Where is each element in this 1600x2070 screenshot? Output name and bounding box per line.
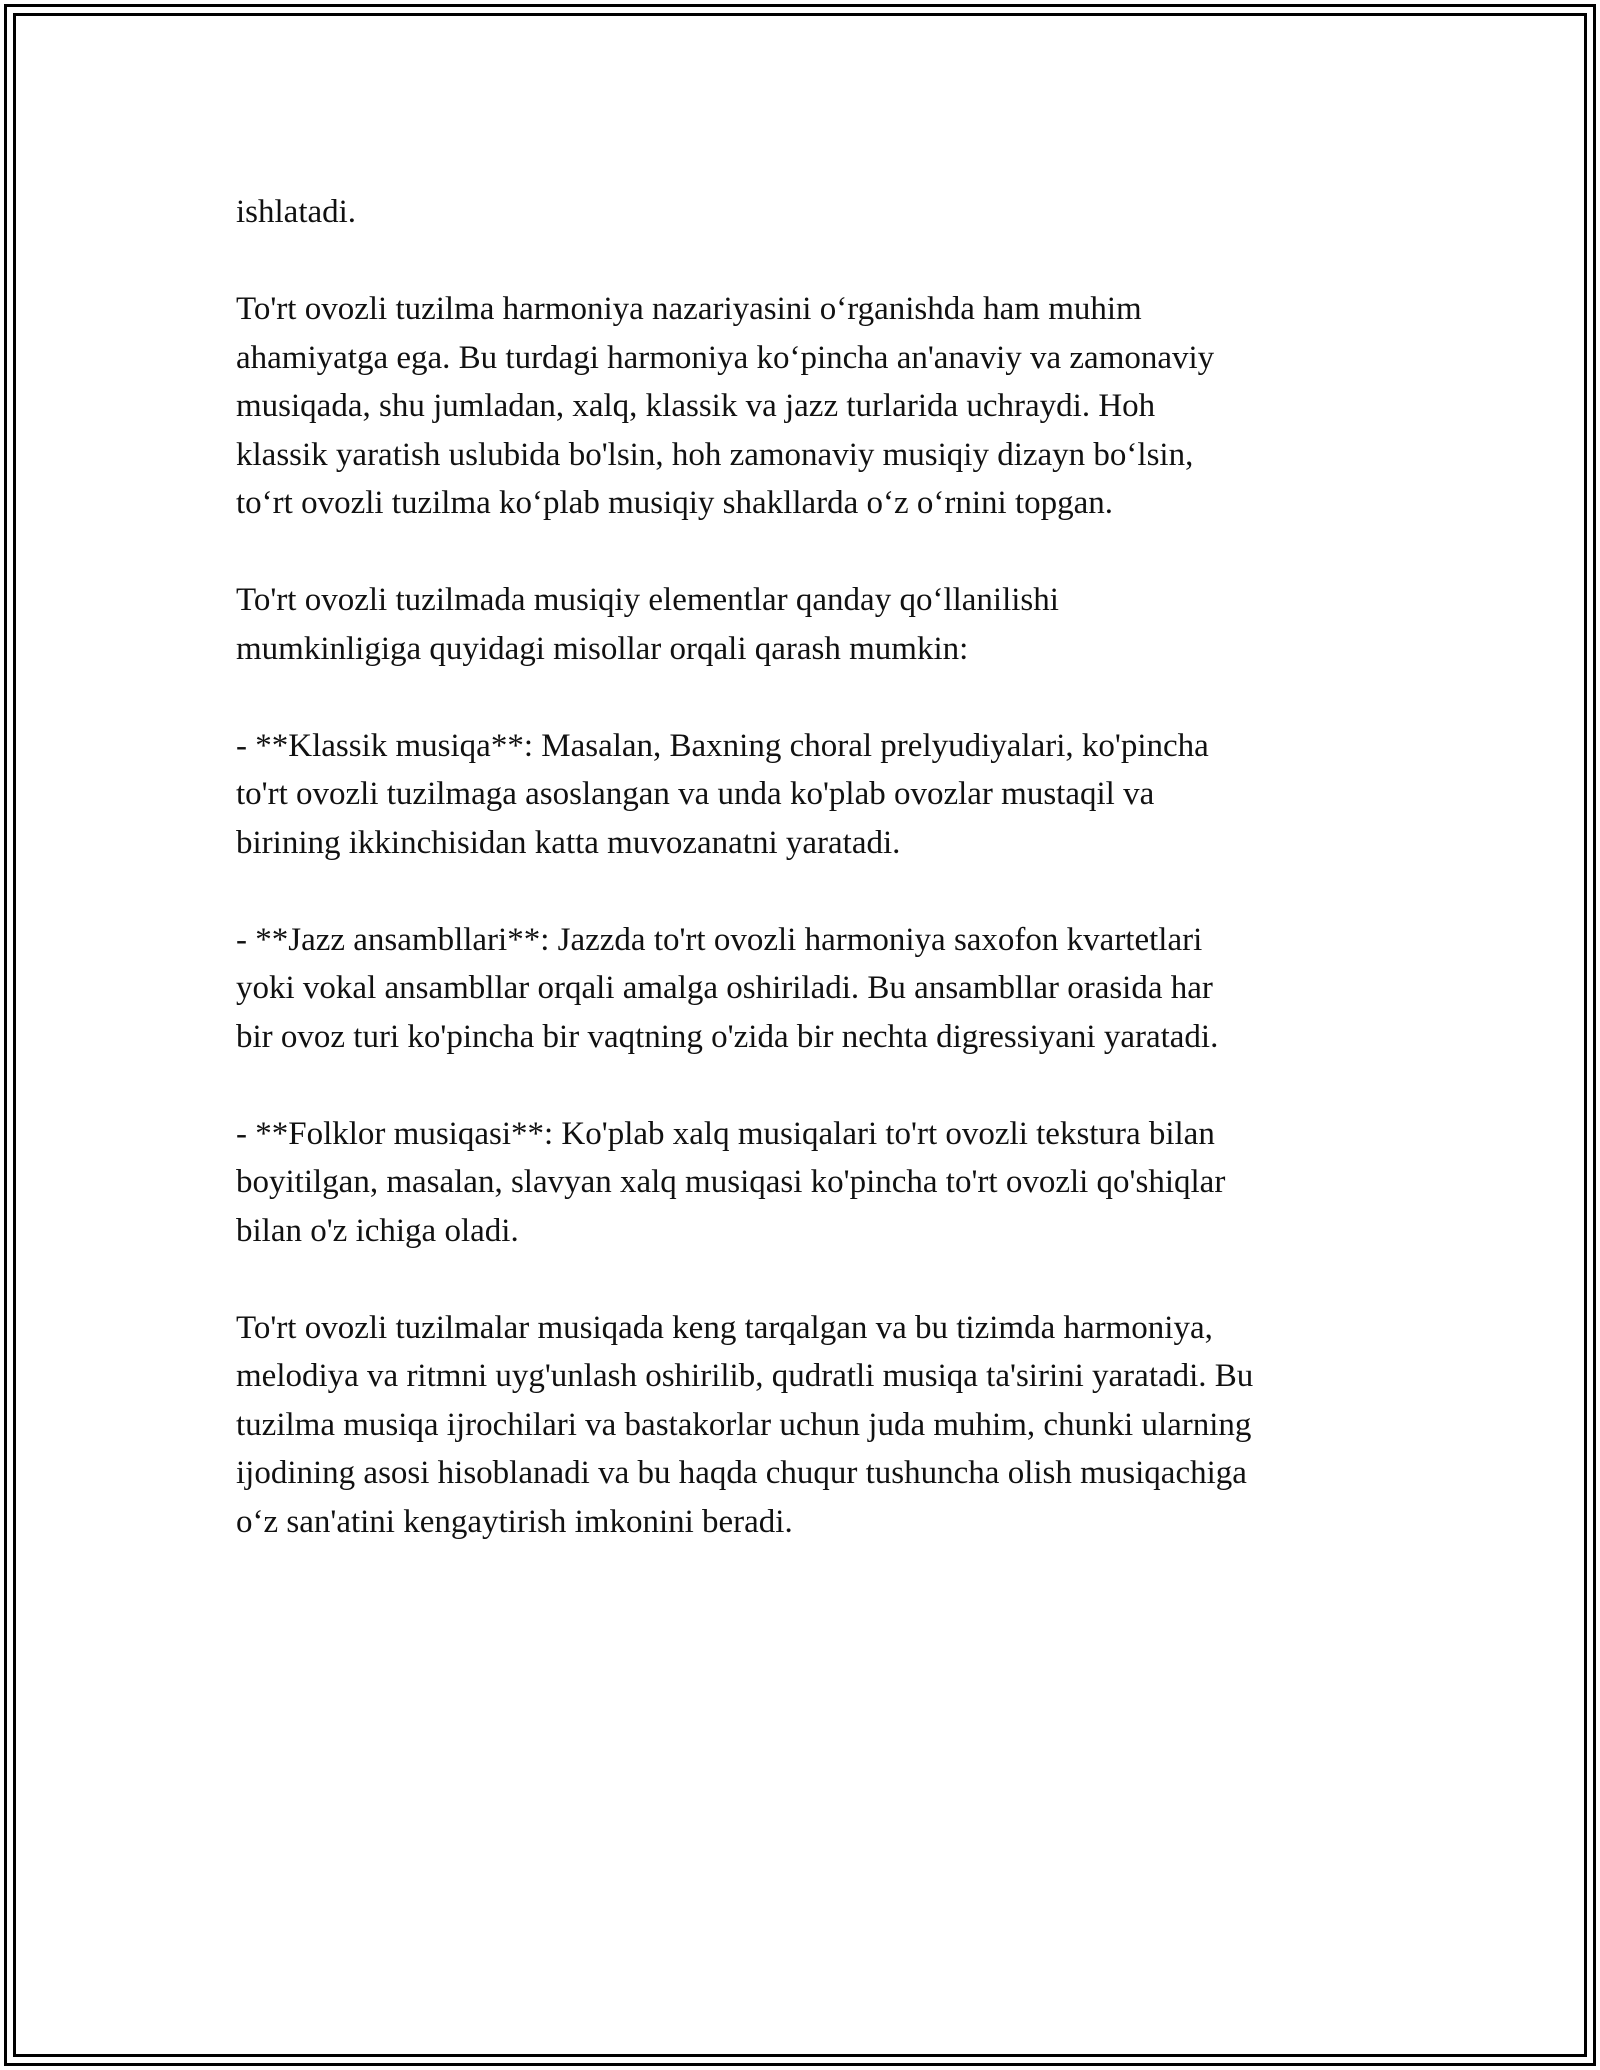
- text-line: ahamiyatga ega. Bu turdagi harmoniya ko‘pincha an'anaviy va zamonaviy: [236, 339, 1215, 376]
- text-line: klassik yaratish uslubida bo'lsin, hoh zamonaviy musiqiy dizayn bo‘lsin,: [236, 436, 1194, 473]
- paragraph-conclusion: [236, 1304, 1386, 1547]
- text-line: bilan o'z ichiga oladi.: [236, 1212, 519, 1249]
- text-line: - **Folklor musiqasi**: Ko'plab xalq musiqalari to'rt ovozli tekstura bilan: [236, 1115, 1215, 1152]
- text-line: musiqada, shu jumladan, xalq, klassik va jazz turlarida uchraydi. Hoh: [236, 388, 1156, 424]
- text-line: To'rt ovozli tuzilmada musiqiy elementlar qanday qo‘llanilishi: [236, 582, 1059, 618]
- text-line: - **Jazz ansambllari**: Jazzda to'rt ovozli harmoniya saxofon kvartetlari: [236, 921, 1203, 958]
- list-item-jazz-ensembles: [236, 916, 1386, 1062]
- text-line: melodiya va ritmni uyg'unlash oshirilib, qudratli musiqa ta'sirini yaratadi. Bu: [236, 1358, 1254, 1394]
- text-line: bir ovoz turi ko'pincha bir vaqtning o'zida bir nechta digressiyani yaratadi.: [236, 1018, 1219, 1055]
- text-line: birining ikkinchisidan katta muvozanatni yaratadi.: [236, 824, 901, 861]
- list-item-classical-music: [236, 722, 1386, 868]
- text-line: To'rt ovozli tuzilma harmoniya nazariyasini o‘rganishda ham muhim: [236, 291, 1142, 327]
- paragraph-continuation: [236, 188, 1386, 237]
- text-line: ishlatadi.: [236, 194, 357, 230]
- paragraph-harmony-theory: [236, 285, 1386, 528]
- text-line: o‘z san'atini kengaytirish imkonini beradi.: [236, 1503, 793, 1540]
- text-line: boyitilgan, masalan, slavyan xalq musiqasi ko'pincha to'rt ovozli qo'shiqlar: [236, 1164, 1226, 1200]
- document-body: [236, 188, 1386, 1595]
- list-item-folk-music: [236, 1110, 1386, 1256]
- text-line: - **Klassik musiqa**: Masalan, Baxning choral prelyudiyalari, ko'pincha: [236, 727, 1209, 764]
- paragraph-examples-intro: [236, 576, 1386, 673]
- text-line: yoki vokal ansambllar orqali amalga oshiriladi. Bu ansambllar orasida har: [236, 970, 1213, 1006]
- text-line: ijodining asosi hisoblanadi va bu haqda chuqur tushuncha olish musiqachiga: [236, 1455, 1247, 1491]
- text-line: mumkinligiga quyidagi misollar orqali qarash mumkin:: [236, 630, 969, 667]
- text-line: tuzilma musiqa ijrochilari va bastakorlar uchun juda muhim, chunki ularning: [236, 1406, 1252, 1443]
- text-line: to'rt ovozli tuzilmaga asoslangan va unda ko'plab ovozlar mustaqil va: [236, 776, 1155, 812]
- text-line: to‘rt ovozli tuzilma ko‘plab musiqiy shakllarda o‘z o‘rnini topgan.: [236, 485, 1114, 521]
- text-line: To'rt ovozli tuzilmalar musiqada keng tarqalgan va bu tizimda harmoniya,: [236, 1309, 1213, 1346]
